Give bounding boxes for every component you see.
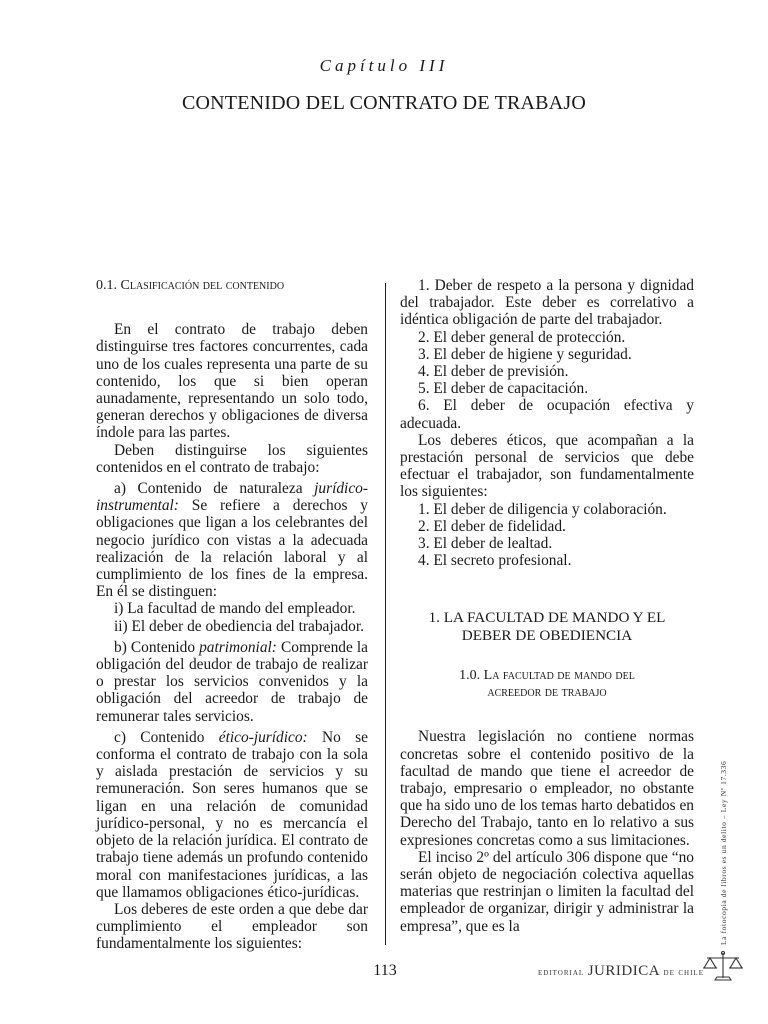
list-item: ii) El deber de obediencia del trabajador. bbox=[114, 617, 364, 635]
scales-of-justice-icon bbox=[702, 950, 744, 984]
heading-1-line-2: DEBER DE OBEDIENCIA bbox=[461, 627, 633, 645]
paragraph-b bbox=[96, 639, 368, 725]
paragraph: Los deberes éticos, que acompañan a la prestación personal de servicios que debe efectuar el trabajador, son fundamentalmente los siguientes: bbox=[400, 431, 694, 501]
paragraph-a bbox=[96, 480, 368, 600]
list-item: 5. El deber de capacitación. bbox=[418, 380, 589, 398]
list-item: 1. El deber de diligencia y colaboración. bbox=[418, 500, 667, 518]
heading-2-number: 1.0. bbox=[459, 668, 481, 684]
section-heading bbox=[96, 277, 368, 294]
paragraph: Deben distinguirse los siguientes contenidos en el contrato de trabajo: bbox=[96, 441, 368, 476]
chapter-title: CONTENIDO DEL CONTRATO DE TRABAJO bbox=[181, 92, 586, 114]
list-item: 4. El deber de previsión. bbox=[418, 363, 569, 381]
publisher-brand bbox=[538, 963, 704, 980]
list-item: i) La facultad de mando del empleador. bbox=[114, 600, 356, 618]
heading-2-line-2: acreedor de trabajo bbox=[487, 685, 607, 701]
column-divider bbox=[385, 283, 386, 945]
item-c-term: ético-jurídico: bbox=[218, 728, 308, 746]
item-c-lead: c) Contenido bbox=[114, 728, 219, 746]
page-number: 113 bbox=[373, 962, 397, 979]
paragraph: El inciso 2º del artículo 306 dispone que “no serán objeto de negociación colectiva aquellas materias que restrinjan o limiten la facultad del empleador de organizar, dirigir y administrar la empresa”, que es la bbox=[400, 848, 694, 935]
list-item: 1. Deber de respeto a la persona y dignidad del trabajador. Este deber es correlativo a idéntica obligación de parte del trabajador. bbox=[400, 277, 694, 329]
item-b-term: patrimonial: bbox=[199, 638, 277, 656]
brand-text-1: editorial bbox=[538, 967, 585, 978]
brand-text-2: de chile bbox=[663, 967, 704, 978]
heading-2-title: La facultad de mando del bbox=[483, 668, 635, 684]
paragraph: Los deberes de este orden a que debe dar cumplimiento el empleador son fundamentalmente los siguientes: bbox=[96, 900, 368, 953]
item-a-text: Se refiere a derechos y obligaciones que ligan a los celebrantes del negocio jurídico con vistas a la adecuada realización de la relación laboral y al cumplimiento de los fines de la empresa. En él se distinguen: bbox=[96, 497, 368, 601]
paragraph-c bbox=[96, 729, 368, 901]
copyright-side-note: La fotocopia de libros es un delito – Ley Nº 17.336 bbox=[719, 760, 728, 945]
section-title: Clasificación del contenido bbox=[120, 278, 285, 293]
item-b-lead: b) Contenido bbox=[114, 638, 200, 656]
list-item: 2. El deber general de protección. bbox=[418, 328, 626, 346]
brand-text-main: JURIDICA bbox=[587, 963, 661, 979]
list-item: 4. El secreto profesional. bbox=[418, 552, 572, 570]
section-number: 0.1. bbox=[96, 278, 117, 293]
item-b-text: Comprende la obligación del deudor de trabajo de realizar o prestar los servicios convenidos y la obligación del acreedor de trabajo de remunerar tales servicios. bbox=[96, 638, 368, 725]
list-item: 3. El deber de higiene y seguridad. bbox=[418, 345, 632, 363]
paragraph: Nuestra legislación no contiene normas concretas sobre el contenido positivo de la facultad de mando que tiene el acreedor de trabajo, empresario o empleador, no obstante que ha sido uno de los temas harto debatidos en Derecho del Trabajo, tanto en lo relativo a sus expresiones concretas como a sus limitaciones. bbox=[400, 728, 694, 849]
item-a-lead: a) Contenido de naturaleza bbox=[114, 480, 315, 498]
item-c-text: No se conforma el contrato de trabajo con la sola y aislada prestación de servicios y su remuneración. Son seres humanos que se ligan en una relación de comunidad jurídico-personal, y no es mercancía el objeto de la relación jurídica. El contrato de trabajo tiene además un profundo contenido moral con manifestaciones jurídicas, a las que llamamos obligaciones ético-jurídicas. bbox=[96, 728, 369, 901]
heading-1-line-1: 1. LA FACULTAD DE MANDO Y EL bbox=[428, 609, 666, 627]
list-item: 3. El deber de lealtad. bbox=[418, 535, 553, 553]
heading-2-line-1 bbox=[400, 667, 694, 684]
left-column bbox=[96, 277, 368, 953]
right-column bbox=[400, 277, 694, 935]
chapter-label: Capítulo III bbox=[319, 56, 449, 75]
paragraph: En el contrato de trabajo deben distinguirse tres factores concurrentes, cada uno de los cuales representa una parte de su contenido, los que si bien operan aunadamente, representando un solo todo, generan derechos y obligaciones de diversa índole para las partes. bbox=[96, 321, 368, 442]
item-a-term: jurídico-instrumental: bbox=[96, 480, 368, 515]
list-item: 2. El deber de fidelidad. bbox=[418, 517, 566, 535]
list-item: 6. El deber de ocupación efectiva y adecuada. bbox=[400, 397, 694, 432]
